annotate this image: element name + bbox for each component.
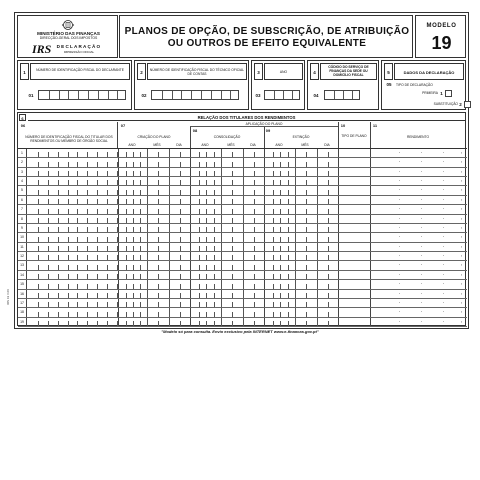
criacao-date-input[interactable] [118, 271, 190, 279]
table-row [18, 299, 467, 308]
row-number: 16 [18, 290, 27, 298]
extincao-date-input[interactable] [264, 271, 338, 279]
consolidacao-date-input[interactable] [190, 205, 264, 213]
nif-titular-input[interactable] [28, 280, 117, 288]
table-row [18, 261, 467, 270]
criacao-date-input[interactable] [118, 252, 190, 260]
row-number: 12 [18, 252, 27, 260]
quadro-4 [307, 60, 379, 110]
row-number: 15 [18, 280, 27, 288]
quadro-3 [251, 60, 305, 110]
title-block [119, 15, 413, 58]
consolidacao-date-input[interactable] [190, 299, 264, 307]
criacao-date-input[interactable] [118, 280, 190, 288]
criacao-date-input[interactable] [118, 233, 190, 241]
field-08-label: 08 [192, 128, 198, 133]
consolidacao-date-input[interactable] [190, 290, 264, 298]
extincao-date-input[interactable] [264, 177, 338, 185]
footer-note: "Modelo só para consulta. Envio exclusivo pela INTERNET www.e-financas.gov.pt" [161, 329, 319, 334]
rendimento-input[interactable]: . . . , [370, 196, 467, 204]
row-number: 5 [18, 186, 27, 194]
extincao-date-input[interactable] [264, 308, 338, 316]
nif-titular-header: NÚMERO DE IDENTIFICAÇÃO FISCAL DO TITULAR DOS RENDIMENTOS OU MEMBRO DE ÓRGÃO SOCIAL [25, 135, 113, 143]
nif-titular-input[interactable] [28, 158, 117, 166]
rendimento-input[interactable]: . . . , [370, 261, 467, 269]
row-number: 6 [18, 196, 27, 204]
nif-titular-input[interactable] [28, 186, 117, 194]
table-row [18, 318, 467, 327]
quadro-2-number: 2 [137, 63, 146, 80]
rendimento-input[interactable]: . . . , [370, 280, 467, 288]
quadro-2 [134, 60, 249, 110]
field-06-label: 06 [20, 123, 26, 128]
row-number: 4 [18, 177, 27, 185]
tipo-plano-input[interactable] [338, 243, 370, 251]
rendimento-input[interactable]: . . . , [370, 271, 467, 279]
table-row [18, 186, 467, 195]
tipo-plano-header: TIPO DE PLANO [341, 134, 367, 138]
criacao-date-input[interactable] [118, 290, 190, 298]
nif-titular-input[interactable] [28, 243, 117, 251]
quadro-1-label: NÚMERO DE IDENTIFICAÇÃO FISCAL DO DECLARANTE [30, 63, 130, 80]
tipo-plano-input[interactable] [338, 196, 370, 204]
criacao-header: CRIAÇÃO DO PLANO [137, 135, 171, 139]
rendimento-input[interactable]: . . . , [370, 299, 467, 307]
nif-titular-input[interactable] [28, 318, 117, 326]
consolidacao-date-input[interactable] [190, 149, 264, 157]
table-row [18, 243, 467, 252]
nif-toc-input[interactable] [151, 90, 239, 100]
criacao-date-input[interactable] [118, 224, 190, 232]
criacao-mes-header: MÊS [153, 143, 161, 147]
nif-titular-input[interactable] [28, 205, 117, 213]
field-02-label: 02 [141, 93, 147, 98]
rendimento-input[interactable]: . . . , [370, 318, 467, 326]
criacao-date-input[interactable] [118, 299, 190, 307]
criacao-date-input[interactable] [118, 196, 190, 204]
nif-titular-input[interactable] [28, 196, 117, 204]
table-row [18, 280, 467, 289]
extincao-date-input[interactable] [264, 149, 338, 157]
criacao-date-input[interactable] [118, 158, 190, 166]
rendimento-input[interactable]: . . . , [370, 205, 467, 213]
quadro-3-label: ANO [264, 63, 303, 80]
row-number: 10 [18, 233, 27, 241]
quadro-6-number: 6 [19, 114, 26, 121]
nif-titular-input[interactable] [28, 149, 117, 157]
quadro-4-number: 4 [310, 63, 319, 80]
modelo-number: 19 [431, 33, 452, 53]
extincao-date-input[interactable] [264, 186, 338, 194]
consolidacao-date-input[interactable] [190, 252, 264, 260]
row-number: 9 [18, 224, 27, 232]
tipo-plano-input[interactable] [338, 149, 370, 157]
modelo-label: MODELO [426, 23, 457, 29]
page-title: PLANOS DE OPÇÃO, DE SUBSCRIÇÃO, DE ATRIBUIÇÃO OU OUTROS DE EFEITO EQUIVALENTE [124, 26, 410, 49]
nif-titular-input[interactable] [28, 177, 117, 185]
tipo-plano-input[interactable] [338, 233, 370, 241]
field-10-label: 10 [340, 123, 346, 128]
tipo-plano-input[interactable] [338, 290, 370, 298]
table-row [18, 158, 467, 167]
tipo-plano-input[interactable] [338, 168, 370, 176]
ano-input[interactable] [264, 90, 300, 100]
primeira-num: 1 [440, 91, 443, 96]
criacao-dia-header: DIA [176, 143, 182, 147]
quadro-1 [17, 60, 132, 110]
nif-declarante-input[interactable] [38, 90, 126, 100]
table-row [18, 205, 467, 214]
consolidacao-date-input[interactable] [190, 196, 264, 204]
extincao-date-input[interactable] [264, 290, 338, 298]
extin-dia-header: DIA [324, 143, 330, 147]
row-number: 14 [18, 271, 27, 279]
row-number: 7 [18, 205, 27, 213]
consolidacao-date-input[interactable] [190, 177, 264, 185]
table-row [18, 308, 467, 317]
rendimento-input[interactable]: . . . , [370, 177, 467, 185]
quadro-5-label: DADOS DA DECLARAÇÃO [394, 63, 464, 80]
rendimento-input[interactable]: . . . , [370, 149, 467, 157]
tipo-plano-input[interactable] [338, 308, 370, 316]
table-row [18, 224, 467, 233]
field-04-label: 04 [313, 93, 319, 98]
rendimento-input[interactable]: . . . , [370, 252, 467, 260]
irs-logo-mark: IRS [32, 43, 52, 55]
substituicao-checkbox[interactable] [464, 101, 471, 108]
quadro-5-number: 5 [384, 63, 393, 80]
criacao-date-input[interactable] [118, 205, 190, 213]
extincao-date-input[interactable] [264, 168, 338, 176]
tipo-plano-input[interactable] [338, 252, 370, 260]
extincao-date-input[interactable] [264, 224, 338, 232]
side-code: IRS 19 V.06 [6, 289, 10, 305]
primeira-label: PRIMEIRA [422, 91, 438, 95]
quadro-6-title: RELAÇÃO DOS TITULARES DOS RENDIMENTOS [28, 114, 465, 121]
consolidacao-date-input[interactable] [190, 261, 264, 269]
rendimento-input[interactable]: . . . , [370, 224, 467, 232]
coat-of-arms-icon [61, 18, 75, 30]
rendimento-input[interactable]: . . . , [370, 233, 467, 241]
nif-titular-input[interactable] [28, 233, 117, 241]
field-09-label: 09 [265, 128, 271, 133]
quadro-3-number: 3 [254, 63, 263, 80]
rendimento-input[interactable]: . . . , [370, 308, 467, 316]
rendimento-input[interactable]: . . . , [370, 215, 467, 223]
consolidacao-date-input[interactable] [190, 318, 264, 326]
table-row [18, 196, 467, 205]
modelo-block [415, 15, 466, 58]
consol-mes-header: MÊS [227, 143, 235, 147]
quadro-5 [381, 60, 466, 110]
rendimento-input[interactable]: . . . , [370, 186, 467, 194]
nif-titular-input[interactable] [28, 308, 117, 316]
ministry-name: MINISTÉRIO DAS FINANÇAS [37, 31, 100, 36]
consolidacao-date-input[interactable] [190, 168, 264, 176]
tipo-plano-input[interactable] [338, 158, 370, 166]
table-row [18, 215, 467, 224]
field-03-label: 03 [255, 93, 261, 98]
criacao-date-input[interactable] [118, 149, 190, 157]
criacao-date-input[interactable] [118, 168, 190, 176]
consolidacao-date-input[interactable] [190, 158, 264, 166]
nif-titular-input[interactable] [28, 271, 117, 279]
field-05-label: 05 [386, 82, 392, 87]
quadro-2-label: NÚMERO DE IDENTIFICAÇÃO FISCAL DO TÉCNICO OFICIAL DE CONTAS [147, 63, 247, 80]
consolidacao-date-input[interactable] [190, 280, 264, 288]
extincao-date-input[interactable] [264, 158, 338, 166]
extin-ano-header: ANO [275, 143, 283, 147]
rendimento-input[interactable]: . . . , [370, 158, 467, 166]
table-row [18, 290, 467, 299]
extincao-date-input[interactable] [264, 280, 338, 288]
table-row [18, 271, 467, 280]
row-number: 17 [18, 299, 27, 307]
criacao-ano-header: ANO [128, 143, 136, 147]
consolidacao-date-input[interactable] [190, 215, 264, 223]
primeira-checkbox[interactable] [445, 90, 452, 97]
directorate-name: DIRECÇÃO-GERAL DOS IMPOSTOS [39, 36, 98, 40]
row-number: 18 [18, 308, 27, 316]
extincao-date-input[interactable] [264, 318, 338, 326]
row-number: 1 [18, 149, 27, 157]
row-number: 2 [18, 158, 27, 166]
criacao-date-input[interactable] [118, 215, 190, 223]
tipo-plano-input[interactable] [338, 261, 370, 269]
aplicacao-header: APLICAÇÃO DO PLANO [190, 122, 338, 127]
rendimento-input[interactable]: . . . , [370, 168, 467, 176]
consol-ano-header: ANO [201, 143, 209, 147]
substituicao-num: 2 [459, 102, 462, 107]
tipo-plano-input[interactable] [338, 177, 370, 185]
nif-titular-input[interactable] [28, 299, 117, 307]
consolidacao-header: CONSOLIDAÇÃO [213, 135, 241, 139]
extincao-date-input[interactable] [264, 215, 338, 223]
titulares-table [18, 149, 467, 327]
form-page [14, 12, 469, 329]
consolidacao-date-input[interactable] [190, 224, 264, 232]
table-row [18, 252, 467, 261]
tipo-plano-input[interactable] [338, 224, 370, 232]
tipo-plano-input[interactable] [338, 186, 370, 194]
nif-titular-input[interactable] [28, 252, 117, 260]
extincao-date-input[interactable] [264, 252, 338, 260]
extincao-date-input[interactable] [264, 205, 338, 213]
declaration-word: DECLARAÇÃO [56, 44, 102, 49]
quadro-6 [17, 112, 466, 326]
extincao-date-input[interactable] [264, 299, 338, 307]
extincao-date-input[interactable] [264, 196, 338, 204]
row-number: 8 [18, 215, 27, 223]
row-number: 13 [18, 261, 27, 269]
quadro-4-label: CÓDIGO DO SERVIÇO DE FINANÇAS DA SEDE OU DOMICÍLIO FISCAL [320, 63, 377, 80]
field-01-label: 01 [28, 93, 34, 98]
substituicao-label: SUBSTITUIÇÃO [433, 102, 458, 106]
rendimento-header: RENDIMENTO [406, 135, 430, 139]
field-07-label: 07 [120, 123, 126, 128]
extincao-header: EXTINÇÃO [292, 135, 310, 139]
tipo-plano-input[interactable] [338, 299, 370, 307]
field-11-label: 11 [372, 123, 378, 128]
row-number: 11 [18, 243, 27, 251]
row-number: 19 [18, 318, 27, 326]
tipo-plano-input[interactable] [338, 271, 370, 279]
table-row [18, 177, 467, 186]
consolidacao-date-input[interactable] [190, 233, 264, 241]
quadro-1-number: 1 [20, 63, 29, 80]
extincao-date-input[interactable] [264, 233, 338, 241]
nif-titular-input[interactable] [28, 290, 117, 298]
row-number: 3 [18, 168, 27, 176]
codigo-servico-input[interactable] [324, 90, 360, 100]
consolidacao-date-input[interactable] [190, 243, 264, 251]
extincao-date-input[interactable] [264, 261, 338, 269]
irs-logo [32, 42, 54, 54]
nif-titular-input[interactable] [28, 215, 117, 223]
criacao-date-input[interactable] [118, 243, 190, 251]
nif-titular-input[interactable] [28, 261, 117, 269]
criacao-date-input[interactable] [118, 261, 190, 269]
criacao-date-input[interactable] [118, 318, 190, 326]
table-row [18, 233, 467, 242]
tipo-plano-input[interactable] [338, 318, 370, 326]
consolidacao-date-input[interactable] [190, 186, 264, 194]
nif-titular-input[interactable] [28, 168, 117, 176]
tipo-plano-input[interactable] [338, 280, 370, 288]
extin-mes-header: MÊS [301, 143, 309, 147]
criacao-date-input[interactable] [118, 186, 190, 194]
extincao-date-input[interactable] [264, 243, 338, 251]
criacao-date-input[interactable] [118, 308, 190, 316]
imprint-label: IMPRESSÃO OFICIAL [63, 50, 95, 54]
tipo-plano-input[interactable] [338, 215, 370, 223]
criacao-date-input[interactable] [118, 177, 190, 185]
consolidacao-date-input[interactable] [190, 271, 264, 279]
table-row [18, 149, 467, 158]
rendimento-input[interactable]: . . . , [370, 243, 467, 251]
rendimento-input[interactable]: . . . , [370, 290, 467, 298]
consolidacao-date-input[interactable] [190, 308, 264, 316]
table-row [18, 168, 467, 177]
tipo-declaracao-label: TIPO DE DECLARAÇÃO [396, 83, 433, 87]
tipo-plano-input[interactable] [338, 205, 370, 213]
consol-dia-header: DIA [250, 143, 256, 147]
ministry-block [17, 15, 118, 58]
nif-titular-input[interactable] [28, 224, 117, 232]
